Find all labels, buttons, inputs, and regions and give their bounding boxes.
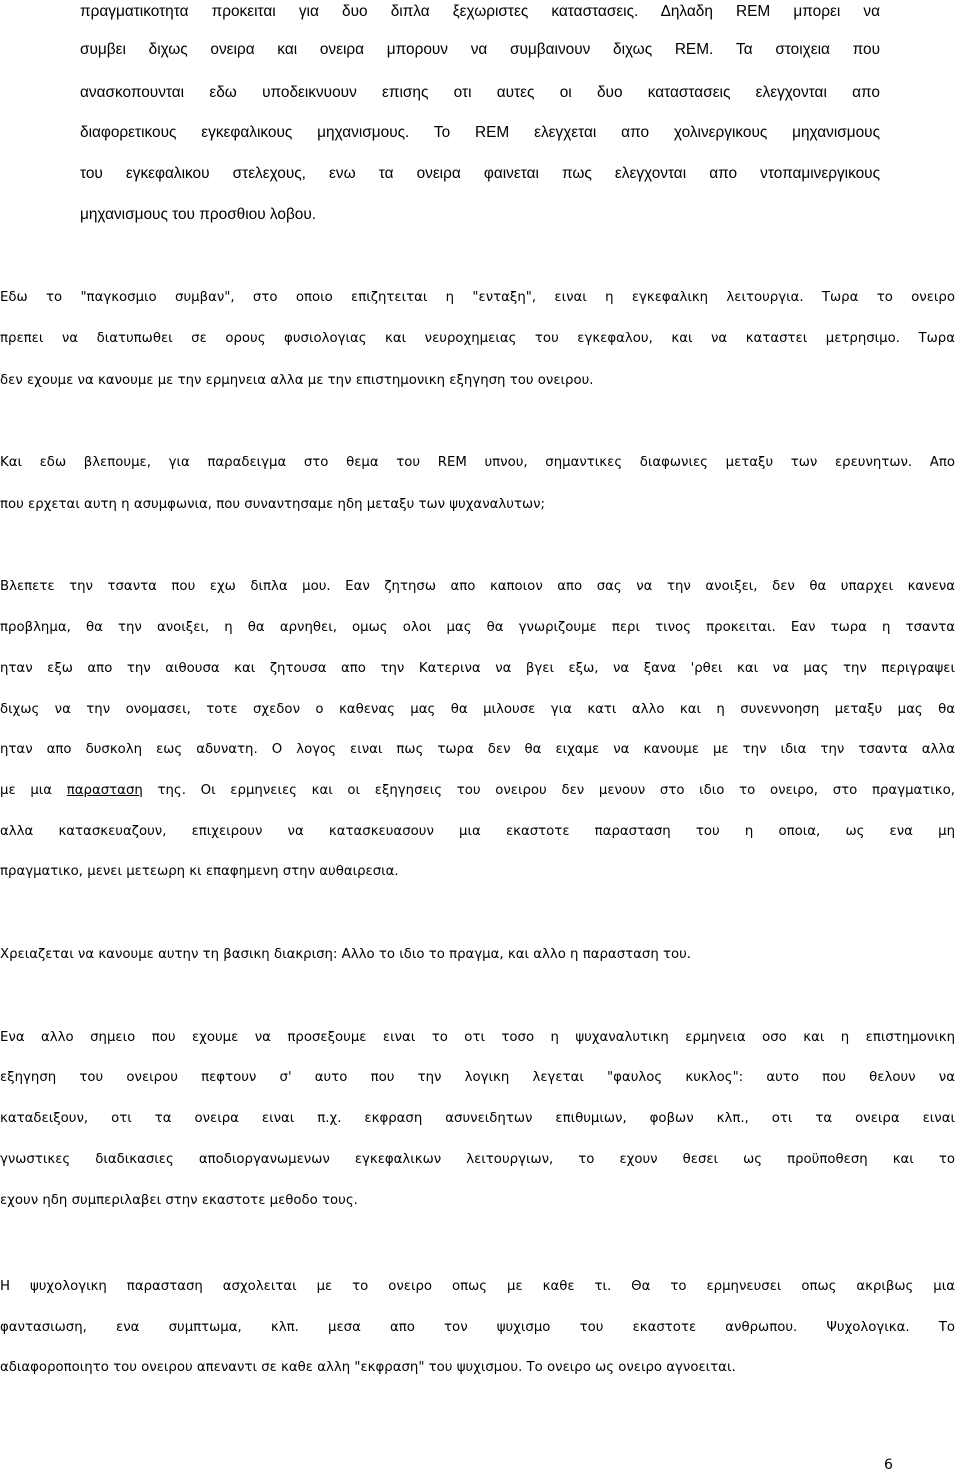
text-line: γνωστικες διαδικασιες αποδιοργανωμενων εγκεφαλικων λειτουργιων, το εχουν θεσει ως προϋποθεση και το	[0, 1152, 955, 1167]
text-segment: με μια	[0, 783, 67, 798]
paragraph-4	[0, 569, 960, 889]
paragraph-2	[0, 280, 960, 400]
text-line: Βλεπετε την τσαντα που εχω διπλα μου. Εαν ζητησω απο καποιον απο σας να την ανοιξει, δεν θα υπαρχει κανενα	[0, 579, 955, 594]
text-line: που ερχεται αυτη η ασυμφωνια, που συναντησαμε ηδη μεταξυ των ψυχαναλυτων;	[0, 497, 546, 512]
text-line: Ενα αλλο σημειο που εχουμε να προσεξουμε ειναι το οτι τοσο η ψυχαναλυτικη ερμηνεια οσο και η επιστημονικη	[0, 1030, 955, 1045]
text-line: μηχανισμους του προσθιου λοβου.	[80, 206, 317, 223]
text-line: αλλα κατασκευαζουν, επιχειρουν να κατασκευασουν μια εκαστοτε παρασταση του η οποια, ως ενα μη	[0, 824, 955, 839]
paragraph-6	[0, 1020, 960, 1220]
page-number: 6	[884, 1457, 893, 1473]
text-line: φαντασιωση, ενα συμπτωμα, κλπ. μεσα απο τον ψυχισμο του εκαστοτε ανθρωπου. Ψυχολογικα. Το	[0, 1320, 955, 1335]
text-line	[0, 782, 955, 800]
text-line: Η ψυχολογικη παρασταση ασχολειται με το ονειρο οπως με καθε τι. Θα το ερμηνευσει οπως ακριβως μια	[0, 1279, 955, 1294]
text-line: ηταν απο δυσκολη εως αδυνατη. Ο λογος ειναι πως τωρα δεν θα ειχαμε να κανουμε με την ιδια την τσαντα αλλα	[0, 742, 955, 757]
paragraph-7	[0, 1269, 960, 1389]
text-line: διαφορετικους εγκεφαλικους μηχανισμους. Το REM ελεγχεται απο χολινεργικους μηχανισμους	[80, 124, 880, 141]
text-line: συμβει διχως ονειρα και ονειρα μπορουν να συμβαινουν διχως REM. Τα στοιχεια που	[80, 41, 880, 58]
text-segment: της. Οι ερμηνειες και οι εξηγησεις του ονειρου δεν μενουν στο ιδιο το ονειρο, στο πραγματικο,	[142, 783, 955, 798]
text-line: εξηγηση του ονειρου πεφτουν σ' αυτο που την λογικη λεγεται "φαυλος κυκλος": αυτο που θελουν να	[0, 1070, 955, 1085]
text-line: Χρειαζεται να κανουμε αυτην τη βασικη διακριση: Αλλο το ιδιο το πραγμα, και αλλο η παρασταση του.	[0, 947, 692, 962]
text-line: πραγματικο, μενει μετεωρη κι επαφημενη στην αυθαιρεσια.	[0, 864, 399, 879]
paragraph-5	[0, 937, 960, 967]
text-line: δεν εχουμε να κανουμε με την ερμηνεια αλλα με την επιστημονικη εξηγηση του ονειρου.	[0, 373, 594, 388]
text-line: πρεπει να διατυπωθει σε ορους φυσιολογιας και νευροχημειας του εγκεφαλου, και να καταστει μετρησιμο. Τωρα	[0, 331, 955, 346]
text-line: καταδειξουν, οτι τα ονειρα ειναι π.χ. εκφραση ασυνειδητων επιθυμιων, φοβων κλπ., οτι τα ονειρα ειναι	[0, 1111, 955, 1126]
underlined-term: παρασταση	[66, 783, 143, 798]
text-line: ηταν εξω απο την αιθουσα και ζητουσα απο την Κατερινα να βγει εξω, να ξανα 'ρθει και να μας την περιγραψει	[0, 661, 955, 676]
text-line: Και εδω βλεπουμε, για παραδειγμα στο θεμα του REM υπνου, σημαντικες διαφωνιες μεταξυ των ερευνητων. Απο	[0, 455, 955, 470]
text-line: προβλημα, θα την ανοιξει, η θα αρνηθει, ομως ολοι μας θα γνωριζουμε περι τινος προκειται. Εαν τωρα η τσαντα	[0, 620, 955, 635]
text-line: αδιαφοροποιητο του ονειρου απεναντι σε καθε αλλη "εκφραση" του ψυχισμου. Το ονειρο ως ονειρο αγνοειται.	[0, 1360, 736, 1375]
text-line: διχως να την ονομασει, τοτε σχεδον ο καθενας μας θα μιλουσε για κατι αλλο και η συνεννοηση μεταξυ μας θα	[0, 702, 955, 717]
text-line: του εγκεφαλικου στελεχους, ενω τα ονειρα φαινεται πως ελεγχονται απο ντοπαμινεργικους	[80, 165, 880, 182]
text-line: ανασκοπουνται εδω υποδεικνυουν επισης οτι αυτες οι δυο καταστασεις ελεγχονται απο	[80, 84, 880, 101]
text-line: πραγματικοτητα προκειται για δυο διπλα ξεχωριστες καταστασεις. Δηλαδη REM μπορει να	[80, 3, 880, 20]
text-line: εχουν ηδη συμπεριλαβει στην εκαστοτε μεθοδο τους.	[0, 1193, 358, 1208]
paragraph-3	[0, 445, 960, 525]
text-line: Εδω το "παγκοσμιο συμβαν", στο οποιο επιζητειται η "ενταξη", ειναι η εγκεφαλικη λειτουργια. Τωρα το ονειρο	[0, 290, 955, 305]
paragraph-1	[80, 0, 880, 230]
